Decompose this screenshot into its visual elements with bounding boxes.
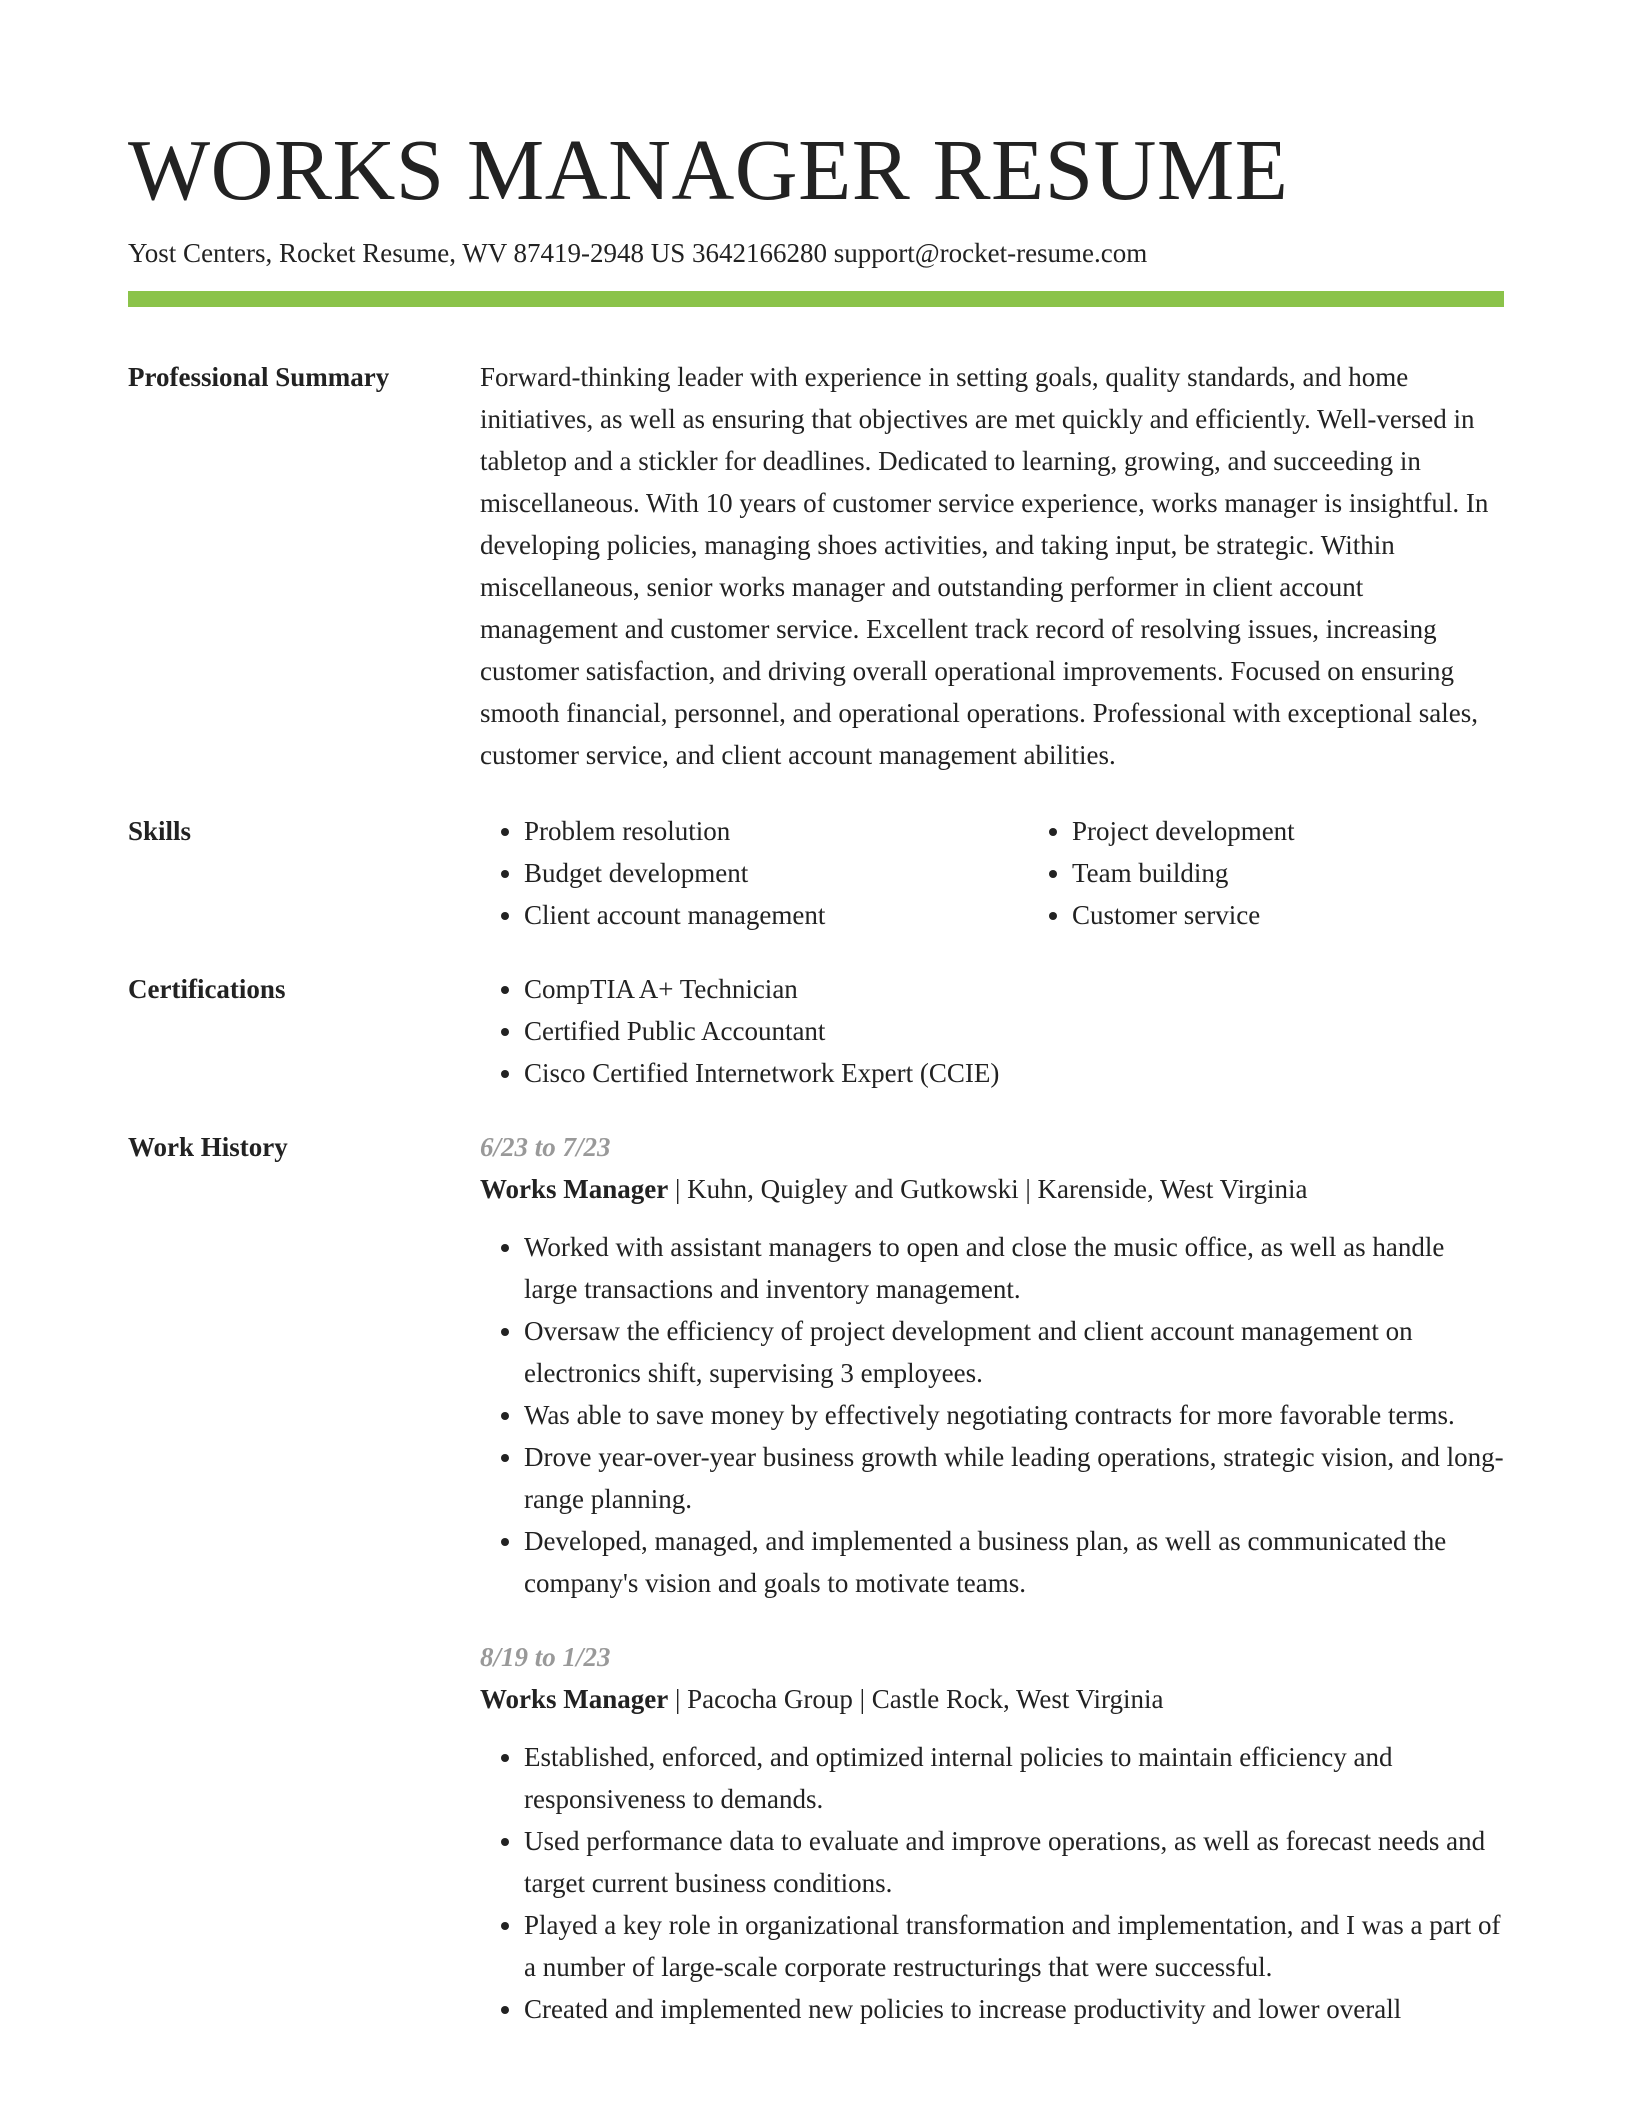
section-label-certifications: Certifications [128,974,286,1004]
section-label-professional-summary: Professional Summary [128,362,390,392]
job-bullet: • Was able to save money by effectively negotiating contracts for more favorable terms. [524,1394,1504,1436]
section-label-work-history: Work History [128,1132,288,1162]
job-bullet: • Drove year-over-year business growth while leading operations, strategic vision, and long-range planning. [524,1436,1504,1520]
certifications-list [480,968,1504,1094]
job-entry [480,1126,1504,1604]
job-separator: | [1018,1174,1038,1204]
job-bullet: • Oversaw the efficiency of project development and client account management on electronics shift, supervising 3 employees. [524,1310,1504,1394]
job-separator: | [668,1174,688,1204]
job-separator: | [852,1684,872,1714]
skill-item: • Customer service [1072,894,1504,936]
job-location: Castle Rock, West Virginia [871,1684,1164,1714]
certification-item: • Certified Public Accountant [524,1010,1504,1052]
certifications-body [480,968,1504,1094]
contact-info: Yost Centers, Rocket Resume, WV 87419-2948 US 3642166280 support@rocket-resume.com [128,238,1148,268]
professional-summary-body [480,356,1504,776]
job-heading [480,1678,1504,1720]
job-bullet: • Developed, managed, and implemented a business plan, as well as communicated the company's vision and goals to motivate teams. [524,1520,1504,1604]
job-company: Pacocha Group [687,1684,853,1714]
skill-item: • Client account management [524,894,1028,936]
job-heading [480,1168,1504,1210]
job-bullet: • Used performance data to evaluate and improve operations, as well as forecast needs and target current business conditions. [524,1820,1504,1904]
work-history-section [128,1126,1504,2030]
skills-section [128,810,1504,936]
work-history-body [480,1126,1504,2030]
professional-summary-text: Forward-thinking leader with experience in setting goals, quality standards, and home initiatives, as well as ensuring that objectives are met quickly and efficiently. Well-versed in tabletop and a stickler for deadlines. Dedicated to learning, growing, and succeeding in miscellaneous. With 10 years of customer service experience, works manager is insightful. In developing policies, managing shoes activities, and taking input, be strategic. Within miscellaneous, senior works manager and outstanding performer in client account management and customer service. Excellent track record of resolving issues, increasing customer satisfaction, and driving overall operational improvements. Focused on ensuring smooth financial, personnel, and operational operations. Professional with exceptional sales, customer service, and client account management abilities. [480,362,1489,770]
certification-item: • CompTIA A+ Technician [524,968,1504,1010]
job-separator: | [668,1684,688,1714]
skill-item: • Problem resolution [524,810,1028,852]
skill-item: • Budget development [524,852,1028,894]
job-bullet: • Worked with assistant managers to open and close the music office, as well as handle large transactions and inventory management. [524,1226,1504,1310]
skills-column-1 [480,810,1028,936]
job-entry [480,1636,1504,2030]
skills-column-2 [1028,810,1504,936]
job-dates: 8/19 to 1/23 [480,1642,611,1672]
skill-item: • Project development [1072,810,1504,852]
job-title: Works Manager [480,1684,669,1714]
job-bullet: • Created and implemented new policies to increase productivity and lower overall [524,1988,1504,2030]
job-bullet-list [480,1736,1504,2030]
job-bullet-list [480,1226,1504,1604]
skills-body [480,810,1504,936]
job-bullet: • Played a key role in organizational transformation and implementation, and I was a part of a number of large-scale corporate restructurings that were successful. [524,1904,1504,1988]
professional-summary-section [128,356,1504,776]
resume-page [128,0,1504,2030]
job-bullet: • Established, enforced, and optimized internal policies to maintain efficiency and responsiveness to demands. [524,1736,1504,1820]
skill-item: • Team building [1072,852,1504,894]
certifications-section [128,968,1504,1094]
resume-title: WORKS MANAGER RESUME [128,121,1289,218]
job-title: Works Manager [480,1174,669,1204]
job-location: Karenside, West Virginia [1037,1174,1308,1204]
job-dates: 6/23 to 7/23 [480,1132,611,1162]
section-label-skills: Skills [128,816,192,846]
certification-item: • Cisco Certified Internetwork Expert (CCIE) [524,1052,1504,1094]
job-company: Kuhn, Quigley and Gutkowski [687,1174,1019,1204]
skills-grid [480,810,1504,936]
header-divider [128,291,1504,307]
